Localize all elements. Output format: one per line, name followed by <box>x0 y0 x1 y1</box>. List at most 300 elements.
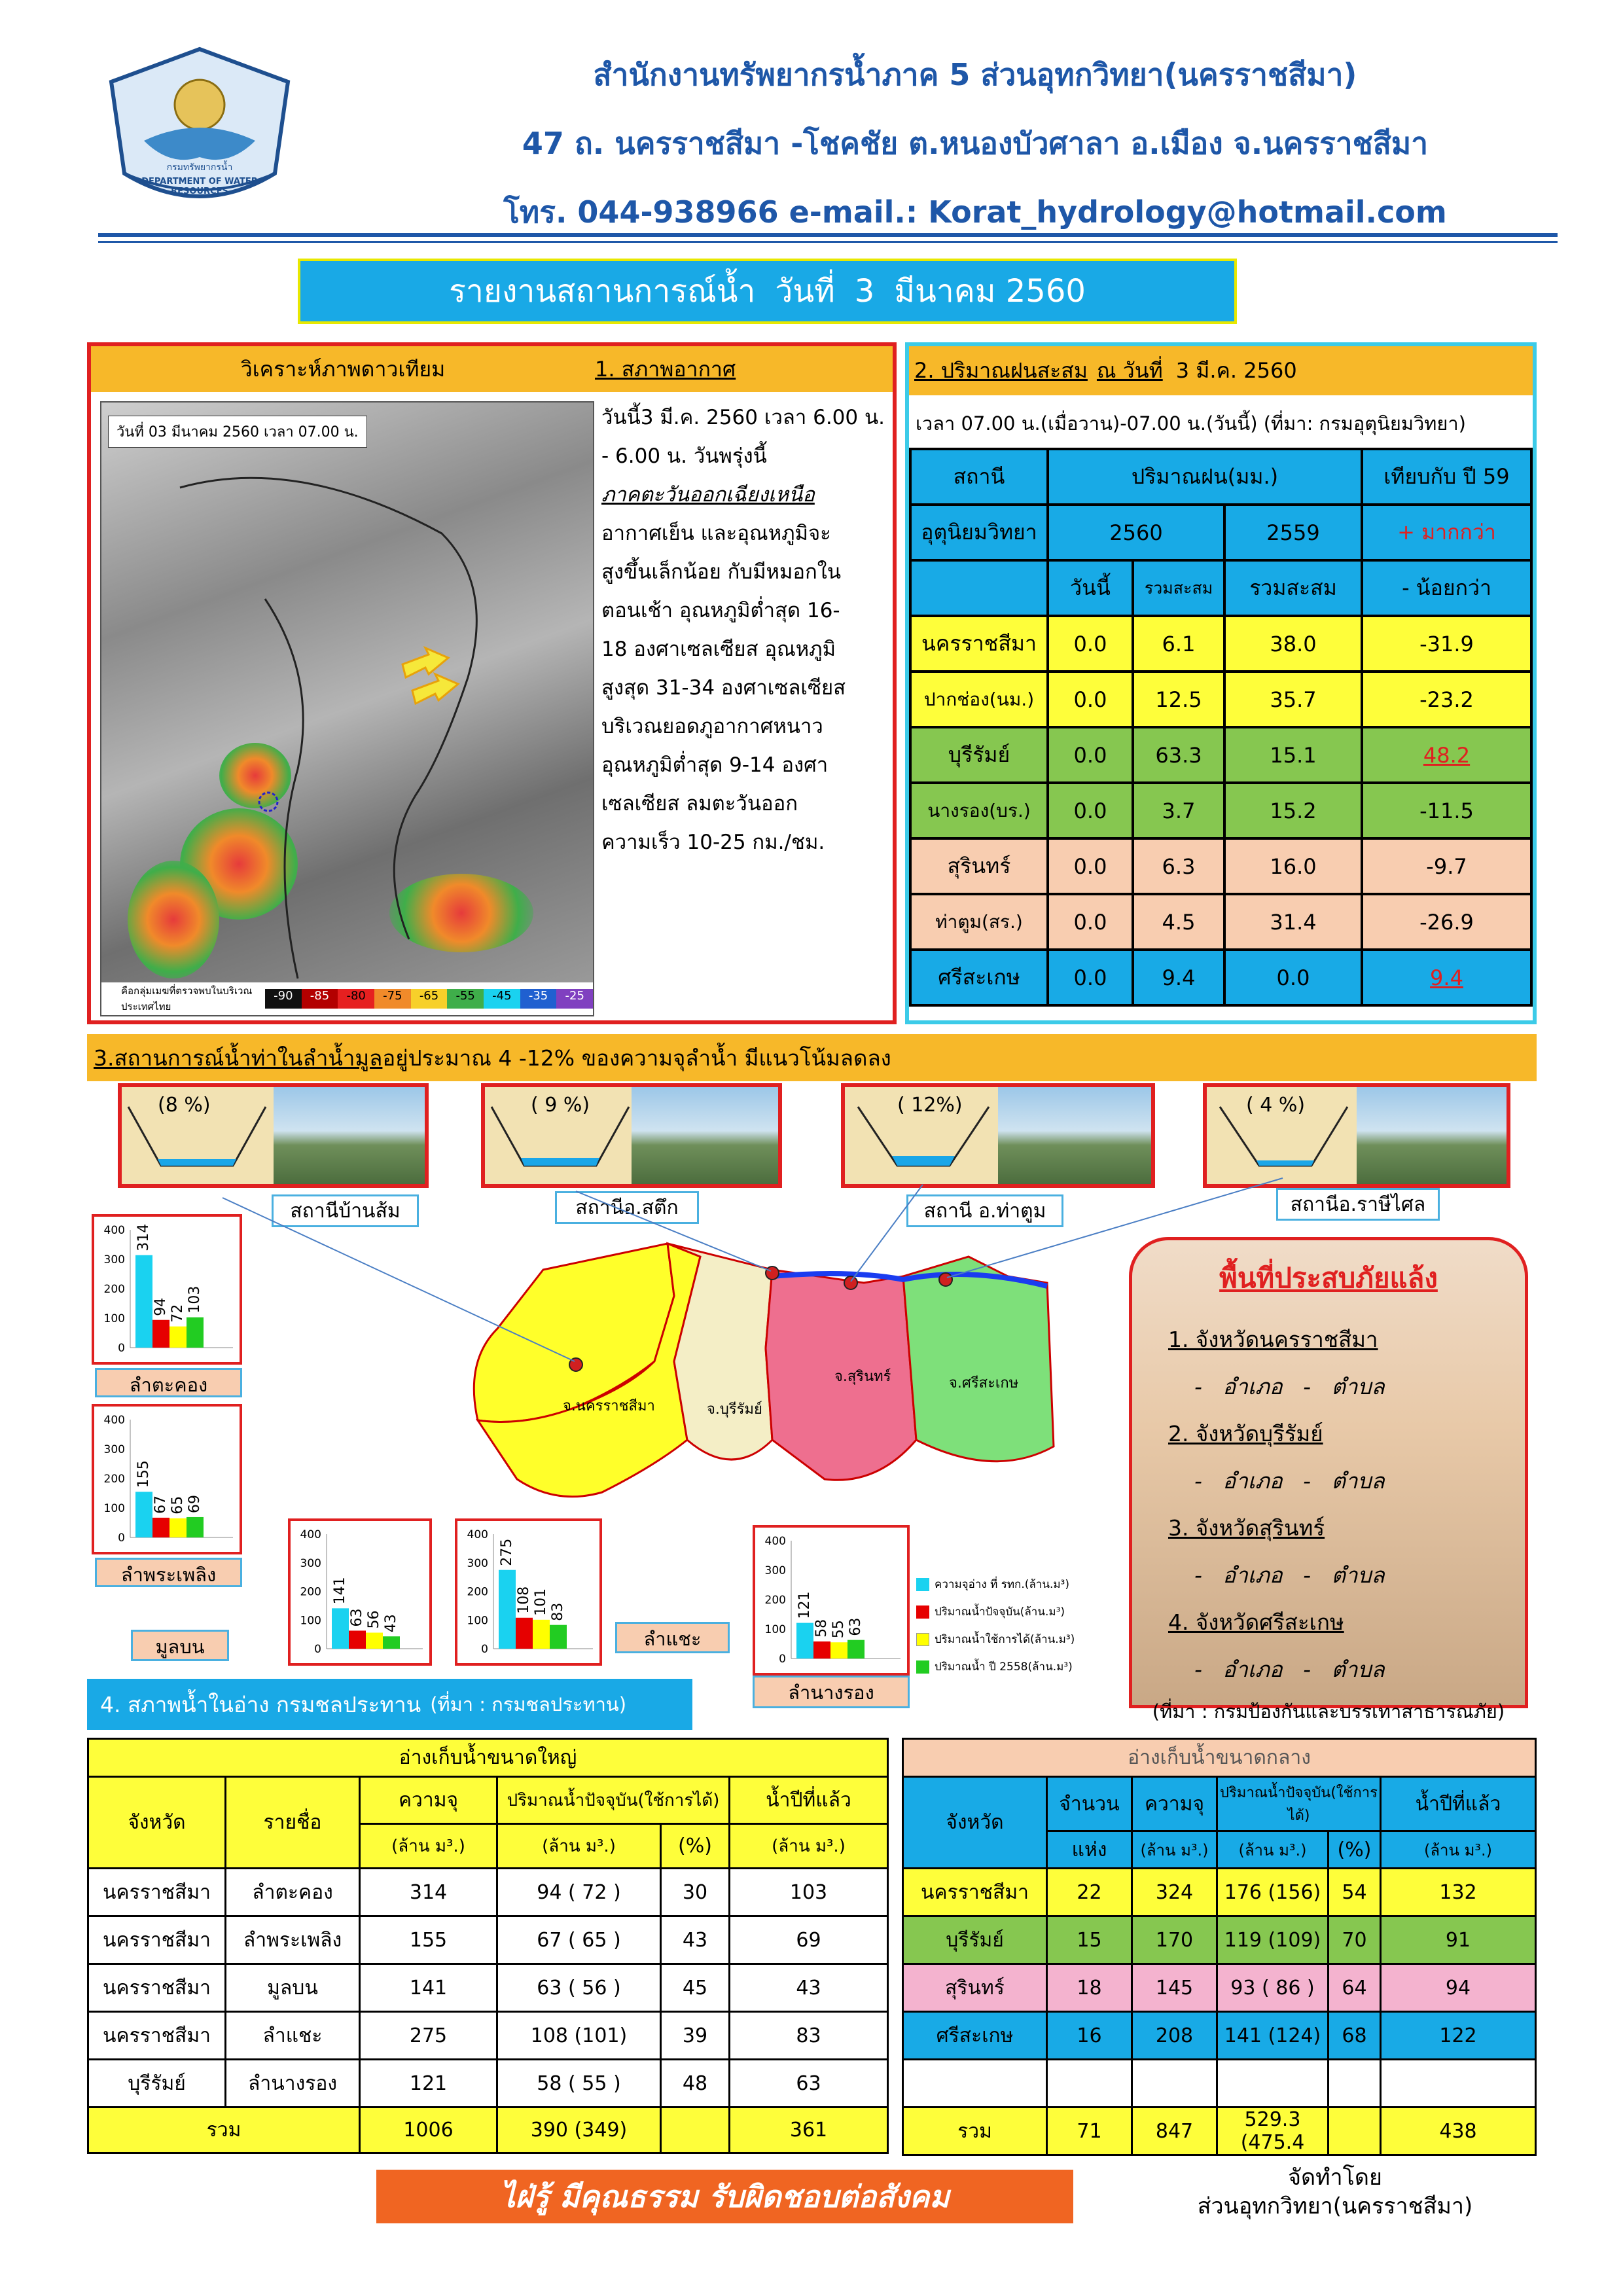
table-row <box>88 1964 888 2012</box>
large-reservoir-table <box>87 1738 889 2154</box>
header-divider-thin <box>98 241 1558 243</box>
rain-cum: 12.5 <box>1133 672 1224 727</box>
legend-label: ปริมาณน้ำใช้การได้(ล้าน.ม³) <box>935 1633 1075 1646</box>
scale-value: -90 <box>265 989 302 1009</box>
chart-svg <box>457 1521 599 1663</box>
h-station2: อุตุนิยมวิทยา <box>910 505 1048 560</box>
bar <box>499 1570 516 1649</box>
cell-pct: 54 <box>1329 1869 1381 1916</box>
drought-province: 1. จังหวัดนครราชสีมา <box>1168 1327 1378 1352</box>
chart-legend <box>916 1571 1126 1681</box>
y-tick-label: 300 <box>300 1556 321 1570</box>
cell-prov: บุรีรัมย์ <box>88 2060 226 2108</box>
total-label: รวม <box>88 2108 360 2153</box>
station-pct: (8 %) <box>158 1094 211 1117</box>
h-less: - น้อยกว่า <box>1362 560 1531 616</box>
table-row <box>88 2012 888 2060</box>
map-label: จ.สุรินทร์ <box>834 1369 891 1385</box>
rainfall-subtitle: เวลา 07.00 น.(เมื่อวาน)-07.00 น.(วันนี้) (ที่มา: กรมอุตุนิยมวิทยา) <box>916 412 1466 435</box>
table-row <box>910 838 1531 894</box>
map-label: จ.นครราชสีมา <box>563 1398 655 1414</box>
bar <box>187 1517 204 1537</box>
weather-title: 1. สภาพอากาศ <box>595 356 736 382</box>
bar <box>383 1636 400 1649</box>
chart-title: มูลบน <box>131 1630 229 1661</box>
cell-cap: 141 <box>360 1964 497 2012</box>
h-empty <box>910 560 1048 616</box>
rainfall-section <box>905 342 1537 1024</box>
h-count2: แห่ง <box>1047 1831 1132 1869</box>
weather-line: อากาศเย็น และอุณหภูมิจะ <box>601 522 831 545</box>
rain-cum: 63.3 <box>1133 727 1224 783</box>
cell-cur: 94 ( 72 ) <box>497 1869 661 1916</box>
total-cur: 529.3 (475.4 <box>1217 2108 1329 2155</box>
rain-today: 0.0 <box>1048 894 1133 950</box>
cell-prov: บุรีรัมย์ <box>903 1916 1047 1964</box>
slogan-banner: ไฝ่รู้ มีคุณธรรม รับผิดชอบต่อสังคม <box>376 2170 1073 2223</box>
station-name: บุรีรัมย์ <box>910 727 1048 783</box>
table-row <box>903 1916 1536 1964</box>
station-photo <box>1357 1087 1507 1184</box>
map-label: จ.ศรีสะเกษ <box>949 1375 1019 1391</box>
scale-value: -35 <box>520 989 557 1009</box>
weather-line: เซลเซียส ลมตะวันออก <box>601 792 798 816</box>
legend-label: ปริมาณน้ำ ปี 2558(ล้าน.ม³) <box>935 1660 1073 1674</box>
cell-cur: 63 ( 56 ) <box>497 1964 661 2012</box>
dwr-logo <box>98 43 301 219</box>
cell-name: ลำนางรอง <box>226 2060 360 2108</box>
medium-caption: อ่างเก็บน้ำขนาดกลาง <box>903 1739 1536 1777</box>
h-unit: (ล้าน ม³.) <box>730 1824 888 1869</box>
scale-value: -85 <box>302 989 338 1009</box>
y-tick-label: 200 <box>764 1594 786 1607</box>
weather-line: บริเวณยอดภูอากาศหนาว <box>601 715 823 738</box>
y-tick-label: 300 <box>103 1443 125 1456</box>
rain-cum: 3.7 <box>1133 783 1224 838</box>
bar <box>796 1623 813 1659</box>
bar-value-label: 63 <box>847 1617 864 1636</box>
river-section-header <box>87 1034 1537 1081</box>
weather-line: อุณหภูมิต่ำสุด 9-14 องศา <box>601 753 829 777</box>
report-month-year: มีนาคม 2560 <box>894 273 1086 310</box>
y-tick-label: 100 <box>467 1614 488 1628</box>
scale-value: -65 <box>411 989 448 1009</box>
rainfall-date: 3 มี.ค. 2560 <box>1175 358 1297 383</box>
total-cap: 1006 <box>360 2108 497 2153</box>
y-tick-label: 400 <box>764 1535 786 1548</box>
chart-lamnangrong <box>753 1525 910 1676</box>
logo-thai: กรมทรัพยากรน้ำ <box>166 162 233 173</box>
rain-prev: 15.1 <box>1224 727 1362 783</box>
bar-value-label: 103 <box>187 1285 203 1314</box>
station-photo <box>632 1087 778 1184</box>
header-divider <box>98 233 1558 237</box>
bar-value-label: 58 <box>813 1619 830 1638</box>
table-row <box>903 2012 1536 2060</box>
station-panel <box>841 1083 1155 1188</box>
weather-line: ความเร็ว 10-25 กม./ชม. <box>601 831 825 854</box>
rain-today: 0.0 <box>1048 838 1133 894</box>
bar <box>135 1492 152 1537</box>
h-pct: (%) <box>1329 1831 1381 1869</box>
y-tick-label: 200 <box>103 1473 125 1486</box>
station-card <box>841 1083 1155 1188</box>
rain-today: 0.0 <box>1048 727 1133 783</box>
y-tick-label: 200 <box>103 1283 125 1296</box>
weather-line: ตอนเช้า อุณหภูมิต่ำสุด 16- <box>601 599 840 622</box>
sat-caption: วันที่ 03 มีนาคม 2560 เวลา 07.00 น. <box>108 416 367 448</box>
rain-today: 0.0 <box>1048 616 1133 672</box>
logo-text: DEPARTMENT OF WATER RESOURCES <box>141 177 258 196</box>
report-title-text: รายงานสถานการณ์น้ำ <box>449 273 756 310</box>
rain-prev: 31.4 <box>1224 894 1362 950</box>
total-row <box>903 2108 1536 2155</box>
h-more: + มากกว่า <box>1362 505 1531 560</box>
cell-count: 16 <box>1047 2012 1132 2060</box>
cell-cap: 314 <box>360 1869 497 1916</box>
scale-value: -25 <box>556 989 593 1009</box>
cell-cap: 324 <box>1132 1869 1217 1916</box>
bar <box>152 1320 169 1348</box>
bar-value-label: 63 <box>349 1608 365 1627</box>
table-row <box>903 1964 1536 2012</box>
bar-value-label: 72 <box>169 1304 186 1323</box>
org-address: 47 ถ. นครราชสีมา -โชคชัย ต.หนองบัวศาลา อ.เมือง จ.นครราชสีมา <box>522 126 1429 161</box>
legend-swatch <box>916 1633 929 1646</box>
y-tick-label: 400 <box>103 1224 125 1237</box>
chart-svg <box>291 1521 429 1663</box>
rain-prev: 16.0 <box>1224 838 1362 894</box>
cell-count: 15 <box>1047 1916 1132 1964</box>
empty-row <box>903 2060 1536 2108</box>
drought-province: 4. จังหวัดศรีสะเกษ <box>1168 1609 1344 1635</box>
sat-title: วิเคราะห์ภาพดาวเทียม <box>240 356 446 382</box>
cell-cap: 170 <box>1132 1916 1217 1964</box>
h-cum1: รวมสะสม <box>1133 560 1224 616</box>
medium-reservoir-table <box>902 1738 1537 2156</box>
report-title <box>298 259 1237 324</box>
legend-swatch <box>916 1660 929 1674</box>
rain-prev: 35.7 <box>1224 672 1362 727</box>
cell-count: 18 <box>1047 1964 1132 2012</box>
cell-cur: 119 (109) <box>1217 1916 1329 1964</box>
cell-last: 91 <box>1381 1916 1536 1964</box>
rain-diff: -26.9 <box>1362 894 1531 950</box>
empty-cell <box>1047 2060 1132 2108</box>
station-name: นครราชสีมา <box>910 616 1048 672</box>
cell-name: มูลบน <box>226 1964 360 2012</box>
y-tick-label: 400 <box>300 1528 321 1541</box>
cell-cap: 208 <box>1132 2012 1217 2060</box>
weather-line: สูงสุด 31-34 องศาเซลเซียส <box>601 676 846 700</box>
y-tick-label: 0 <box>314 1643 321 1656</box>
h-compare: เทียบกับ ปี 59 <box>1362 449 1531 505</box>
h-cur: ปริมาณน้ำปัจจุบัน(ใช้การได้) <box>1217 1777 1381 1831</box>
cell-prov: นครราชสีมา <box>903 1869 1047 1916</box>
empty-cell <box>1381 2060 1536 2108</box>
table-row <box>88 2060 888 2108</box>
cell-pct: 39 <box>661 2012 730 2060</box>
h-unit: (ล้าน ม³.) <box>1381 1831 1536 1869</box>
y-tick-label: 100 <box>764 1623 786 1636</box>
total-pct <box>1329 2108 1381 2155</box>
rain-cum: 4.5 <box>1133 894 1224 950</box>
rainfall-title: 2. ปริมาณฝนสะสม <box>914 358 1088 383</box>
station-card <box>481 1083 782 1188</box>
y-tick-label: 400 <box>103 1414 125 1427</box>
station-name: นางรอง(บร.) <box>910 783 1048 838</box>
cross-section <box>122 1087 274 1184</box>
drought-detail: - อำเภอ - ตำบล <box>1194 1562 1385 1588</box>
y-tick-label: 200 <box>467 1585 488 1599</box>
y-tick-label: 400 <box>467 1528 488 1541</box>
table-row <box>910 727 1531 783</box>
chart-lamtakhong <box>92 1214 242 1365</box>
legend-item <box>916 1653 1126 1681</box>
y-tick-label: 200 <box>300 1585 321 1599</box>
weather-text <box>601 399 889 862</box>
station-card <box>1203 1083 1510 1188</box>
scale-value: -55 <box>447 989 484 1009</box>
large-caption: อ่างเก็บน้ำขนาดใหญ่ <box>88 1739 888 1777</box>
weather-region: ภาคตะวันออกเฉียงเหนือ <box>601 483 815 507</box>
cell-pct: 70 <box>1329 1916 1381 1964</box>
y-tick-label: 0 <box>779 1653 786 1666</box>
bar-value-label: 69 <box>187 1494 203 1513</box>
h-cur: ปริมาณน้ำปัจจุบัน(ใช้การได้) <box>497 1777 730 1824</box>
rainfall-header <box>909 346 1533 395</box>
h-cum2: รวมสะสม <box>1224 560 1362 616</box>
bar <box>813 1641 830 1659</box>
chart-title: ลำนางรอง <box>753 1676 910 1708</box>
bar <box>366 1633 383 1649</box>
drought-panel <box>1129 1237 1528 1723</box>
chart-title: ลำแชะ <box>615 1622 730 1653</box>
rain-prev: 38.0 <box>1224 616 1362 672</box>
satellite-image <box>100 401 594 1016</box>
bar-value-label: 65 <box>169 1496 186 1515</box>
cell-cur: 108 (101) <box>497 2012 661 2060</box>
chart-title: ลำตะคอง <box>95 1368 242 1397</box>
cell-pct: 30 <box>661 1869 730 1916</box>
reservoir-source: (ที่มา : กรมชลประทาน) <box>430 1693 627 1715</box>
cell-last: 94 <box>1381 1964 1536 2012</box>
drought-source: (ที่มา : กรมป้องกันและบรรเทาสาธารณภัย) <box>1152 1700 1505 1723</box>
y-tick-label: 0 <box>118 1342 125 1355</box>
chart-svg <box>755 1528 907 1673</box>
h-pct: (%) <box>661 1824 730 1869</box>
station-panel <box>118 1083 429 1188</box>
legend-label: ปริมาณน้ำปัจจุบัน(ล้าน.ม³) <box>935 1605 1065 1619</box>
table-row <box>910 950 1531 1005</box>
rain-today: 0.0 <box>1048 950 1133 1005</box>
rain-diff: -11.5 <box>1362 783 1531 838</box>
h-cap: ความจุ <box>360 1777 497 1824</box>
chart-svg <box>94 1217 240 1362</box>
bar-value-label: 141 <box>332 1577 348 1605</box>
rain-diff: -9.7 <box>1362 838 1531 894</box>
prepared-by <box>1113 2163 1558 2221</box>
cell-last: 63 <box>730 2060 888 2108</box>
legend-item <box>916 1626 1126 1653</box>
table-row <box>910 672 1531 727</box>
h-last: น้ำปีที่แล้ว <box>1381 1777 1536 1831</box>
y-tick-label: 300 <box>103 1253 125 1266</box>
cell-cur: 58 ( 55 ) <box>497 2060 661 2108</box>
station-name: ศรีสะเกษ <box>910 950 1048 1005</box>
map-label: จ.บุรีรัมย์ <box>707 1401 762 1418</box>
cell-last: 132 <box>1381 1869 1536 1916</box>
cell-cap: 155 <box>360 1916 497 1964</box>
station-card <box>118 1083 429 1188</box>
reservoir-title: 4. สภาพน้ำในอ่าง กรมชลประทาน <box>100 1691 421 1717</box>
total-count: 71 <box>1047 2108 1132 2155</box>
coastline-overlay <box>101 403 596 1018</box>
h-2559: 2559 <box>1224 505 1362 560</box>
drought-detail: - อำเภอ - ตำบล <box>1194 1468 1385 1494</box>
cross-section <box>845 1087 998 1184</box>
bar <box>550 1625 567 1649</box>
station-name: สุรินทร์ <box>910 838 1048 894</box>
h-count: จำนวน <box>1047 1777 1132 1831</box>
rain-today: 0.0 <box>1048 783 1133 838</box>
river-title: 3.สถานการณ์น้ำท่าในลำน้ำมูล <box>94 1045 383 1071</box>
legend-item <box>916 1598 1126 1626</box>
h-prov: จังหวัด <box>903 1777 1047 1869</box>
temperature-scale <box>101 982 593 1015</box>
cell-name: ลำพระเพลิง <box>226 1916 360 1964</box>
cell-pct: 45 <box>661 1964 730 2012</box>
h-station: สถานี <box>910 449 1048 505</box>
bar-value-label: 83 <box>550 1602 566 1621</box>
station-label: สถานีอ.ราษีไศล <box>1276 1188 1440 1221</box>
weather-line: สูงขึ้นเล็กน้อย กับมีหมอกใน <box>601 560 842 584</box>
table-row <box>903 1869 1536 1916</box>
weather-section <box>87 342 897 1024</box>
drought-title: พื้นที่ประสบภัยแล้ง <box>1219 1262 1438 1294</box>
legend-item <box>916 1571 1126 1598</box>
bar <box>516 1618 533 1649</box>
bar <box>349 1630 366 1649</box>
bar-value-label: 55 <box>830 1620 847 1639</box>
h-unit: (ล้าน ม³.) <box>1217 1831 1329 1869</box>
h-2560: 2560 <box>1048 505 1224 560</box>
prepared-org: ส่วนอุทกวิทยา(นครราชสีมา) <box>1197 2193 1473 2219</box>
prepared-label: จัดทำโดย <box>1288 2164 1382 2191</box>
weather-line: - 6.00 น. วันพรุ่งนี้ <box>601 444 767 468</box>
h-name: รายชื่อ <box>226 1777 360 1869</box>
rain-prev: 0.0 <box>1224 950 1362 1005</box>
empty-cell <box>1132 2060 1217 2108</box>
total-pct <box>661 2108 730 2153</box>
table-row <box>910 894 1531 950</box>
bar <box>830 1642 847 1659</box>
cell-pct: 43 <box>661 1916 730 1964</box>
cell-prov: สุรินทร์ <box>903 1964 1047 2012</box>
total-cur: 390 (349) <box>497 2108 661 2153</box>
cell-cur: 141 (124) <box>1217 2012 1329 2060</box>
scale-value: -45 <box>484 989 520 1009</box>
empty-cell <box>1217 2060 1329 2108</box>
cell-cur: 176 (156) <box>1217 1869 1329 1916</box>
rain-cum: 9.4 <box>1133 950 1224 1005</box>
rain-prev: 15.2 <box>1224 783 1362 838</box>
table-row <box>88 1916 888 1964</box>
cell-prov: นครราชสีมา <box>88 2012 226 2060</box>
total-cap: 847 <box>1132 2108 1217 2155</box>
station-name: ท่าตูม(สร.) <box>910 894 1048 950</box>
bar-value-label: 67 <box>152 1495 169 1514</box>
cell-name: ลำแชะ <box>226 2012 360 2060</box>
bar <box>533 1620 550 1649</box>
h-unit: (ล้าน ม³.) <box>360 1824 497 1869</box>
cell-count: 22 <box>1047 1869 1132 1916</box>
weather-line: วันนี้3 มี.ค. 2560 เวลา 6.00 น. <box>601 406 885 429</box>
h-prov: จังหวัด <box>88 1777 226 1869</box>
cell-last: 122 <box>1381 2012 1536 2060</box>
table-row <box>910 783 1531 838</box>
station-label: สถานีบ้านส้ม <box>272 1194 419 1227</box>
chart-svg <box>94 1407 240 1552</box>
y-tick-label: 100 <box>300 1614 321 1628</box>
cell-last: 69 <box>730 1916 888 1964</box>
total-label: รวม <box>903 2108 1047 2155</box>
scale-value: -75 <box>374 989 411 1009</box>
cell-last: 103 <box>730 1869 888 1916</box>
station-pct: ( 9 %) <box>531 1094 590 1117</box>
bar <box>169 1327 187 1348</box>
cell-cur: 67 ( 65 ) <box>497 1916 661 1964</box>
y-tick-label: 100 <box>103 1502 125 1515</box>
cell-prov: นครราชสีมา <box>88 1869 226 1916</box>
drought-list <box>1132 1316 1525 1693</box>
bar-value-label: 155 <box>135 1460 152 1488</box>
cell-pct: 64 <box>1329 1964 1381 2012</box>
bar-value-label: 43 <box>383 1614 399 1633</box>
h-today: วันนี้ <box>1048 560 1133 616</box>
drought-detail: - อำเภอ - ตำบล <box>1194 1374 1385 1399</box>
bar-value-label: 121 <box>796 1591 813 1619</box>
rain-diff: -23.2 <box>1362 672 1531 727</box>
cross-section <box>485 1087 632 1184</box>
station-pct: ( 12%) <box>897 1094 963 1117</box>
y-tick-label: 100 <box>103 1312 125 1325</box>
empty-cell <box>903 2060 1047 2108</box>
cell-prov: นครราชสีมา <box>88 1916 226 1964</box>
cell-cap: 275 <box>360 2012 497 2060</box>
rainfall-title-b: ณ วันที่ <box>1096 358 1163 383</box>
rain-today: 0.0 <box>1048 672 1133 727</box>
h-rain: ปริมาณฝน(มม.) <box>1048 449 1362 505</box>
table-row <box>910 616 1531 672</box>
rain-diff: 48.2 <box>1362 727 1531 783</box>
bar <box>847 1640 865 1659</box>
total-last: 438 <box>1381 2108 1536 2155</box>
cell-prov: ศรีสะเกษ <box>903 2012 1047 2060</box>
bar-value-label: 108 <box>516 1586 532 1614</box>
cell-cur: 93 ( 86 ) <box>1217 1964 1329 2012</box>
cell-pct: 68 <box>1329 2012 1381 2060</box>
cell-pct: 48 <box>661 2060 730 2108</box>
drought-province: 3. จังหวัดสุรินทร์ <box>1168 1515 1325 1541</box>
y-tick-label: 300 <box>764 1564 786 1577</box>
drought-province: 2. จังหวัดบุรีรัมย์ <box>1168 1421 1323 1446</box>
bar-value-label: 101 <box>533 1588 549 1616</box>
cell-last: 83 <box>730 2012 888 2060</box>
station-label: สถานีอ.สตึก <box>555 1191 699 1224</box>
chart-lamchae <box>455 1518 602 1666</box>
scale-bar <box>265 989 593 1009</box>
